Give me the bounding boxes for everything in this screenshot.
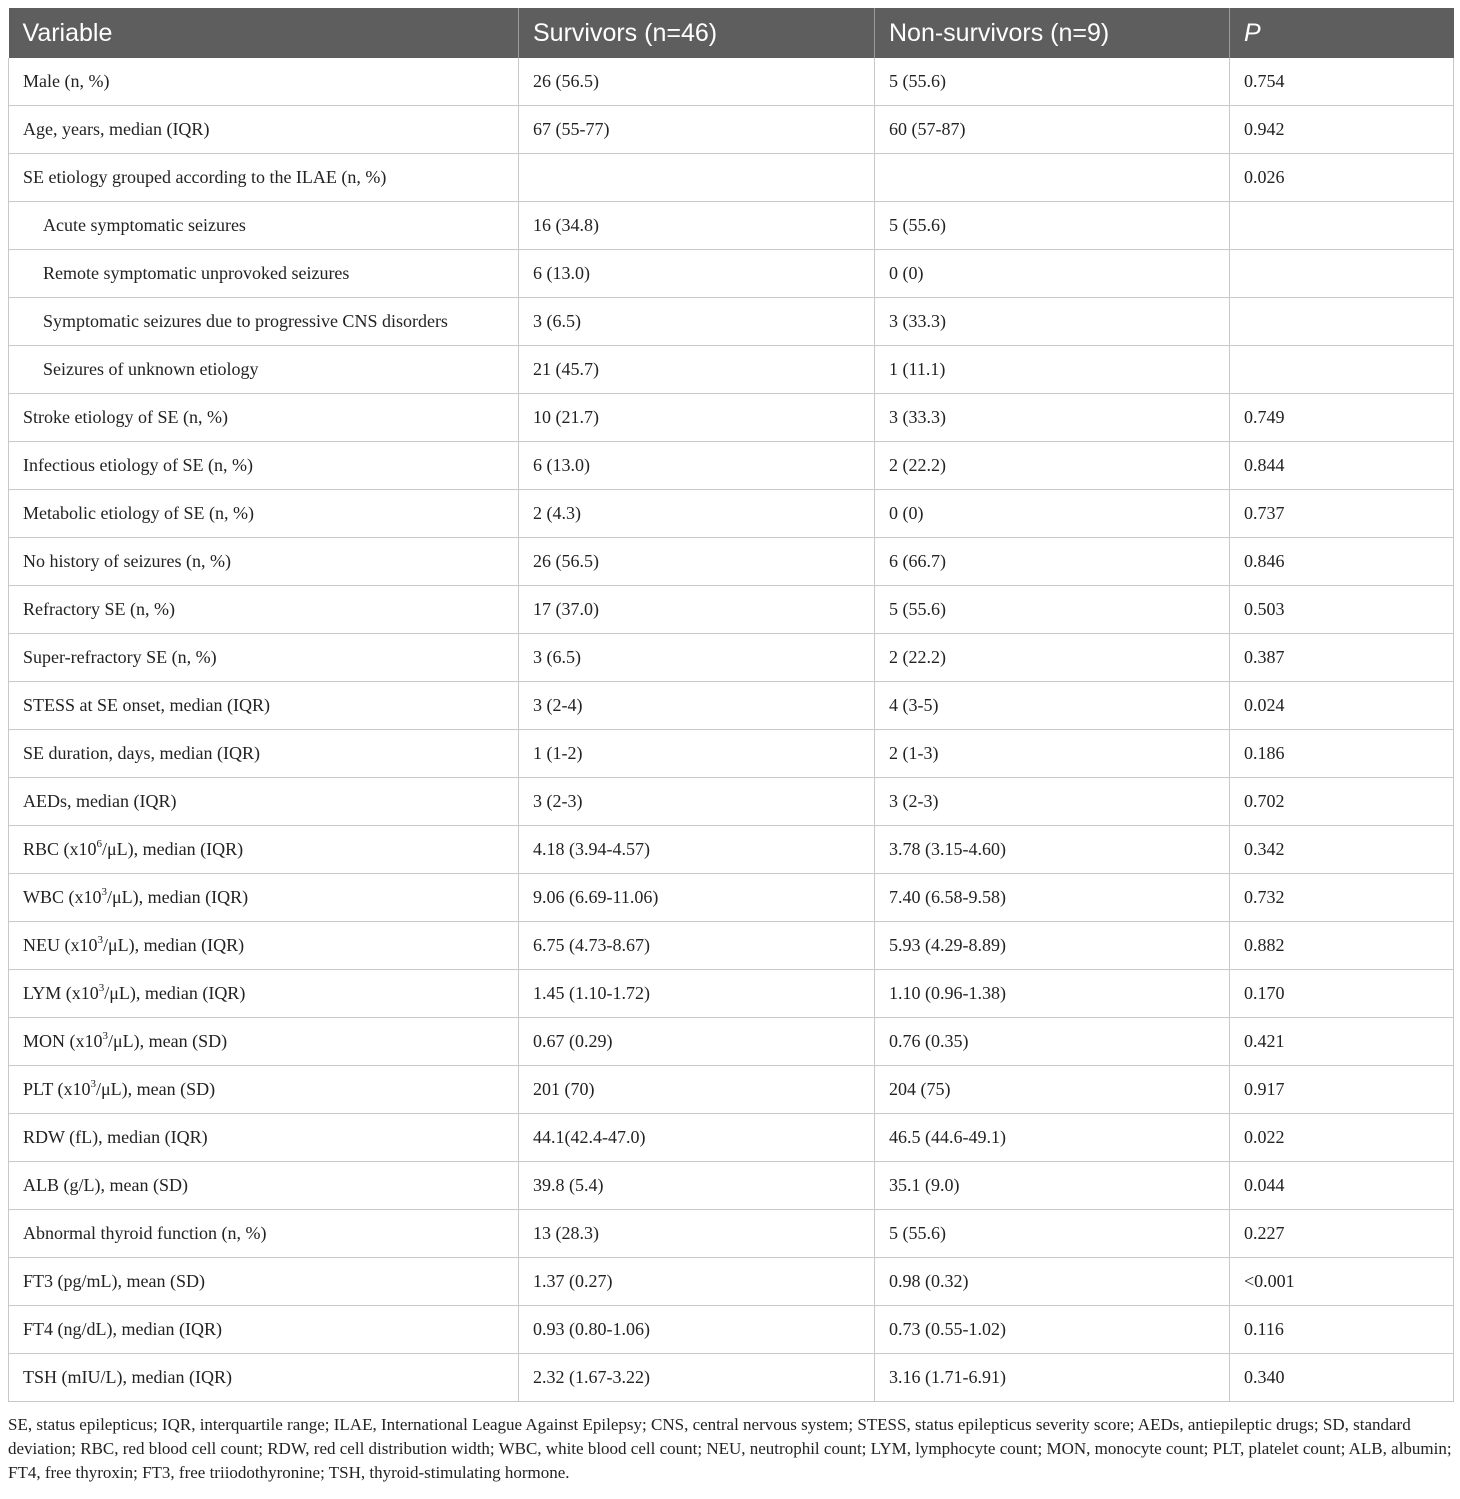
- table-row: [9, 490, 1454, 538]
- cell-survivors: 1.45 (1.10-1.72): [519, 970, 875, 1018]
- table-row: [9, 826, 1454, 874]
- cell-p-value: 0.846: [1230, 538, 1454, 586]
- table-footnote: SE, status epilepticus; IQR, interquartile range; ILAE, International League Against Epilepsy; CNS, central nervous system; STESS, status epilepticus severity score; AEDs, antiepileptic drugs; SD, standard deviation; RBC, red blood cell count; RDW, red cell distribution width; WBC, white blood cell count; NEU, neutrophil count; LYM, lymphocyte count; MON, monocyte count; PLT, platelet count; ALB, albumin; FT4, free thyroxin; FT3, free triiodothyronine; TSH, thyroid-stimulating hormone.: [8, 1415, 1452, 1482]
- unit-exponent: 6: [96, 838, 103, 850]
- cell-p-value: 0.024: [1230, 682, 1454, 730]
- cell-variable: SE etiology grouped according to the ILAE (n, %): [9, 154, 519, 202]
- cell-p-value: 0.942: [1230, 106, 1454, 154]
- table-row: [9, 874, 1454, 922]
- cell-p-value: 0.844: [1230, 442, 1454, 490]
- cell-variable: TSH (mIU/L), median (IQR): [9, 1354, 519, 1402]
- cell-variable: AEDs, median (IQR): [9, 778, 519, 826]
- cell-variable: FT4 (ng/dL), median (IQR): [9, 1306, 519, 1354]
- cell-variable: Abnormal thyroid function (n, %): [9, 1210, 519, 1258]
- cell-variable: Symptomatic seizures due to progressive CNS disorders: [9, 298, 519, 346]
- cell-variable: No history of seizures (n, %): [9, 538, 519, 586]
- cell-non-survivors: 4 (3-5): [875, 682, 1230, 730]
- variable-unit-text: /μL), median (IQR): [107, 887, 249, 907]
- cell-p-value: [1230, 202, 1454, 250]
- cell-survivors: 3 (2-3): [519, 778, 875, 826]
- table-body: [9, 58, 1454, 1402]
- cell-p-value: 0.340: [1230, 1354, 1454, 1402]
- variable-text: PLT (x10: [23, 1079, 91, 1099]
- variable-unit-text: /μL), mean (SD): [96, 1079, 216, 1099]
- cell-p-value: 0.421: [1230, 1018, 1454, 1066]
- header-variable: Variable: [9, 8, 519, 58]
- cell-variable: Age, years, median (IQR): [9, 106, 519, 154]
- cell-non-survivors: 3 (2-3): [875, 778, 1230, 826]
- cell-variable: Stroke etiology of SE (n, %): [9, 394, 519, 442]
- table-row: [9, 922, 1454, 970]
- table-row: [9, 1162, 1454, 1210]
- cell-non-survivors: 204 (75): [875, 1066, 1230, 1114]
- cell-variable: [9, 826, 519, 874]
- cell-variable: Male (n, %): [9, 58, 519, 106]
- cell-variable: [9, 970, 519, 1018]
- table-row: [9, 730, 1454, 778]
- table-header-row: [9, 8, 1454, 58]
- cell-p-value: [1230, 346, 1454, 394]
- cell-p-value: 0.754: [1230, 58, 1454, 106]
- cell-variable: [9, 1066, 519, 1114]
- cell-variable: Seizures of unknown etiology: [9, 346, 519, 394]
- cell-p-value: 0.170: [1230, 970, 1454, 1018]
- table-row: [9, 1114, 1454, 1162]
- cell-survivors: 21 (45.7): [519, 346, 875, 394]
- unit-exponent: 3: [90, 1078, 97, 1090]
- unit-exponent: 3: [102, 1030, 108, 1042]
- cell-non-survivors: 5.93 (4.29-8.89): [875, 922, 1230, 970]
- table-row: [9, 394, 1454, 442]
- table-row: [9, 1306, 1454, 1354]
- table-row: [9, 1354, 1454, 1402]
- cell-non-survivors: 5 (55.6): [875, 1210, 1230, 1258]
- cell-non-survivors: 2 (22.2): [875, 634, 1230, 682]
- cell-survivors: 0.67 (0.29): [519, 1018, 875, 1066]
- table-row: [9, 346, 1454, 394]
- cell-survivors: 10 (21.7): [519, 394, 875, 442]
- cell-non-survivors: 0 (0): [875, 490, 1230, 538]
- cell-survivors: 3 (2-4): [519, 682, 875, 730]
- unit-exponent: 3: [101, 886, 107, 898]
- cell-variable: Metabolic etiology of SE (n, %): [9, 490, 519, 538]
- cell-p-value: 0.749: [1230, 394, 1454, 442]
- cell-survivors: 3 (6.5): [519, 298, 875, 346]
- cell-p-value: 0.737: [1230, 490, 1454, 538]
- table-row: [9, 682, 1454, 730]
- variable-text: LYM (x10: [23, 983, 99, 1003]
- table-row: [9, 106, 1454, 154]
- cell-survivors: 67 (55-77): [519, 106, 875, 154]
- table-row: [9, 1258, 1454, 1306]
- table-row: [9, 538, 1454, 586]
- cell-non-survivors: 3.78 (3.15-4.60): [875, 826, 1230, 874]
- table-row: [9, 154, 1454, 202]
- cell-survivors: 44.1(42.4-47.0): [519, 1114, 875, 1162]
- data-table: [8, 8, 1454, 1402]
- cell-non-survivors: 35.1 (9.0): [875, 1162, 1230, 1210]
- cell-p-value: 0.917: [1230, 1066, 1454, 1114]
- cell-survivors: 26 (56.5): [519, 538, 875, 586]
- cell-p-value: 0.702: [1230, 778, 1454, 826]
- cell-survivors: 9.06 (6.69-11.06): [519, 874, 875, 922]
- unit-exponent: 3: [97, 934, 103, 946]
- cell-survivors: 3 (6.5): [519, 634, 875, 682]
- cell-survivors: 201 (70): [519, 1066, 875, 1114]
- table-row: [9, 970, 1454, 1018]
- cell-variable: ALB (g/L), mean (SD): [9, 1162, 519, 1210]
- cell-non-survivors: 0 (0): [875, 250, 1230, 298]
- cell-non-survivors: 3 (33.3): [875, 298, 1230, 346]
- cell-p-value: 0.044: [1230, 1162, 1454, 1210]
- cell-p-value: 0.882: [1230, 922, 1454, 970]
- table-row: [9, 1066, 1454, 1114]
- cell-variable: Remote symptomatic unprovoked seizures: [9, 250, 519, 298]
- cell-p-value: 0.116: [1230, 1306, 1454, 1354]
- cell-variable: STESS at SE onset, median (IQR): [9, 682, 519, 730]
- cell-survivors: 2.32 (1.67-3.22): [519, 1354, 875, 1402]
- cell-survivors: 6 (13.0): [519, 442, 875, 490]
- cell-p-value: [1230, 298, 1454, 346]
- cell-p-value: 0.732: [1230, 874, 1454, 922]
- unit-exponent: 3: [98, 982, 105, 994]
- cell-non-survivors: 0.73 (0.55-1.02): [875, 1306, 1230, 1354]
- cell-p-value: 0.026: [1230, 154, 1454, 202]
- cell-survivors: [519, 154, 875, 202]
- cell-survivors: 17 (37.0): [519, 586, 875, 634]
- cell-non-survivors: 5 (55.6): [875, 58, 1230, 106]
- cell-non-survivors: 46.5 (44.6-49.1): [875, 1114, 1230, 1162]
- variable-unit-text: /μL), mean (SD): [108, 1031, 228, 1051]
- cell-non-survivors: 1.10 (0.96-1.38): [875, 970, 1230, 1018]
- cell-non-survivors: 5 (55.6): [875, 202, 1230, 250]
- variable-unit-text: /μL), median (IQR): [102, 839, 244, 859]
- cell-non-survivors: 2 (22.2): [875, 442, 1230, 490]
- table-row: [9, 634, 1454, 682]
- cell-variable: [9, 1018, 519, 1066]
- variable-unit-text: /μL), median (IQR): [104, 983, 246, 1003]
- table-row: [9, 1210, 1454, 1258]
- cell-variable: RDW (fL), median (IQR): [9, 1114, 519, 1162]
- cell-variable: [9, 922, 519, 970]
- cell-variable: Acute symptomatic seizures: [9, 202, 519, 250]
- cell-survivors: 6 (13.0): [519, 250, 875, 298]
- cell-non-survivors: 7.40 (6.58-9.58): [875, 874, 1230, 922]
- cell-non-survivors: 6 (66.7): [875, 538, 1230, 586]
- cell-survivors: 0.93 (0.80-1.06): [519, 1306, 875, 1354]
- cell-variable: SE duration, days, median (IQR): [9, 730, 519, 778]
- cell-survivors: 26 (56.5): [519, 58, 875, 106]
- cell-p-value: 0.227: [1230, 1210, 1454, 1258]
- cell-non-survivors: 5 (55.6): [875, 586, 1230, 634]
- data-table-container: [8, 8, 1453, 1402]
- cell-survivors: 6.75 (4.73-8.67): [519, 922, 875, 970]
- cell-non-survivors: 60 (57-87): [875, 106, 1230, 154]
- table-row: [9, 1018, 1454, 1066]
- cell-non-survivors: 2 (1-3): [875, 730, 1230, 778]
- cell-variable: Super-refractory SE (n, %): [9, 634, 519, 682]
- variable-text: WBC (x10: [23, 887, 102, 907]
- cell-p-value: 0.342: [1230, 826, 1454, 874]
- cell-survivors: 1.37 (0.27): [519, 1258, 875, 1306]
- cell-survivors: 1 (1-2): [519, 730, 875, 778]
- cell-p-value: 0.387: [1230, 634, 1454, 682]
- cell-p-value: 0.503: [1230, 586, 1454, 634]
- table-row: [9, 778, 1454, 826]
- variable-text: MON (x10: [23, 1031, 103, 1051]
- header-non-survivors: Non-survivors (n=9): [875, 8, 1230, 58]
- cell-variable: FT3 (pg/mL), mean (SD): [9, 1258, 519, 1306]
- table-row: [9, 586, 1454, 634]
- table-row: [9, 58, 1454, 106]
- cell-non-survivors: 1 (11.1): [875, 346, 1230, 394]
- cell-p-value: 0.022: [1230, 1114, 1454, 1162]
- cell-variable: Refractory SE (n, %): [9, 586, 519, 634]
- header-survivors: Survivors (n=46): [519, 8, 875, 58]
- cell-p-value: [1230, 250, 1454, 298]
- cell-non-survivors: 3.16 (1.71-6.91): [875, 1354, 1230, 1402]
- cell-non-survivors: 3 (33.3): [875, 394, 1230, 442]
- variable-unit-text: /μL), median (IQR): [103, 935, 245, 955]
- cell-non-survivors: 0.76 (0.35): [875, 1018, 1230, 1066]
- variable-text: NEU (x10: [23, 935, 98, 955]
- cell-variable: Infectious etiology of SE (n, %): [9, 442, 519, 490]
- cell-survivors: 13 (28.3): [519, 1210, 875, 1258]
- cell-survivors: 39.8 (5.4): [519, 1162, 875, 1210]
- cell-variable: [9, 874, 519, 922]
- table-row: [9, 442, 1454, 490]
- cell-non-survivors: [875, 154, 1230, 202]
- cell-survivors: 16 (34.8): [519, 202, 875, 250]
- cell-survivors: 2 (4.3): [519, 490, 875, 538]
- header-p-value: P: [1230, 8, 1454, 58]
- table-row: [9, 202, 1454, 250]
- table-row: [9, 250, 1454, 298]
- cell-p-value: 0.186: [1230, 730, 1454, 778]
- cell-p-value: <0.001: [1230, 1258, 1454, 1306]
- cell-non-survivors: 0.98 (0.32): [875, 1258, 1230, 1306]
- cell-survivors: 4.18 (3.94-4.57): [519, 826, 875, 874]
- table-row: [9, 298, 1454, 346]
- variable-text: RBC (x10: [23, 839, 97, 859]
